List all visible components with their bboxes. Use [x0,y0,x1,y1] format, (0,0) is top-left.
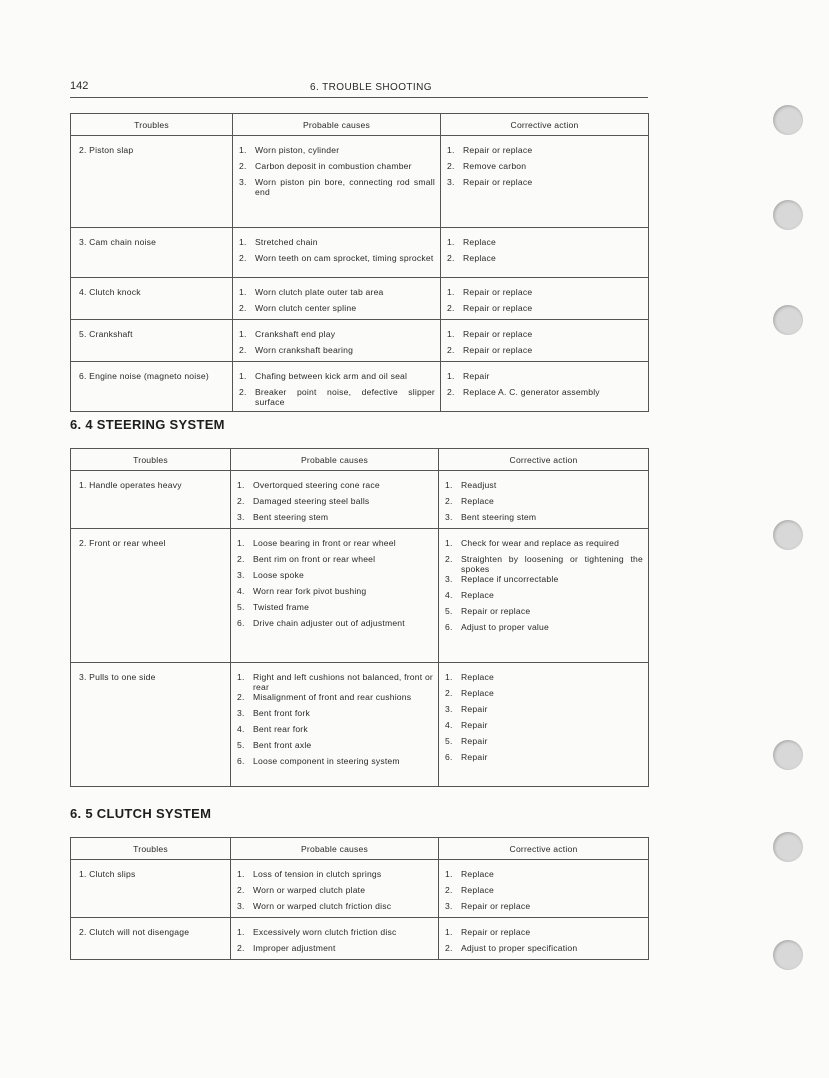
item-number: 1. [447,329,455,339]
item-text: Repair [461,720,488,730]
cause-item [233,287,440,303]
item-text: Loss of tension in clutch springs [253,869,382,879]
actions-cell [441,228,649,278]
action-item [441,177,648,193]
actions-cell [439,529,649,663]
item-number: 2. [239,161,247,171]
header-causes: Probable causes [231,449,439,471]
item-number: 1. [445,538,453,548]
item-text: Loose bearing in front or rear wheel [253,538,396,548]
action-item [439,496,648,512]
cause-item [233,177,440,197]
trouble-cell [71,529,231,663]
item-number: 6. [237,756,245,766]
item-text: Replace [461,590,494,600]
item-number: 2. [237,496,245,506]
item-number: 1. [447,145,455,155]
trouble-cell [71,320,233,362]
item-text: Repair or replace [463,177,533,187]
item-text: Replace [463,237,496,247]
table-row [71,362,649,412]
action-item [441,161,648,177]
item-number: 4. [237,586,245,596]
trouble-cell [71,228,233,278]
cause-item [231,570,438,586]
item-text: Worn or warped clutch friction disc [253,901,392,911]
item-text: Check for wear and replace as required [461,538,620,548]
table-row [71,663,649,787]
action-item [441,287,648,303]
item-text: Misalignment of front and rear cushions [253,692,412,702]
trouble-text: 1. Handle operates heavy [79,480,182,490]
item-text: Worn piston pin bore, connecting rod small end [255,177,435,197]
item-text: Stretched chain [255,237,318,247]
item-text: Bent rim on front or rear wheel [253,554,376,564]
item-text: Improper adjustment [253,943,336,953]
action-item [441,145,648,161]
action-item [439,538,648,554]
table-row [71,228,649,278]
action-item [439,622,648,638]
causes-cell [233,278,441,320]
header-rule [70,97,648,98]
cause-item [231,927,438,943]
item-text: Twisted frame [253,602,310,612]
table-row [71,860,649,918]
table-row [71,278,649,320]
cause-item [231,672,438,692]
item-text: Replace [463,253,496,263]
item-text: Replace A. C. generator assembly [463,387,600,397]
item-text: Worn crankshaft bearing [255,345,354,355]
item-number: 2. [445,688,453,698]
cause-item [231,538,438,554]
item-text: Repair or replace [463,145,533,155]
table-row [71,918,649,960]
item-text: Worn clutch center spline [255,303,357,313]
actions-cell [441,362,649,412]
action-item [441,371,648,387]
header-troubles: Troubles [71,114,233,136]
item-number: 1. [239,371,247,381]
item-text: Bent steering stem [253,512,329,522]
trouble-text: 4. Clutch knock [79,287,141,297]
action-item [441,387,648,403]
table-row [71,320,649,362]
header-troubles: Troubles [71,838,231,860]
item-text: Adjust to proper specification [461,943,578,953]
trouble-text: 5. Crankshaft [79,329,133,339]
item-text: Readjust [461,480,497,490]
cause-item [231,756,438,772]
item-text: Replace [461,496,494,506]
trouble-cell [71,362,233,412]
item-text: Repair or replace [463,329,533,339]
item-number: 2. [239,387,247,397]
item-number: 1. [237,538,245,548]
causes-cell [231,529,439,663]
item-number: 2. [447,345,455,355]
causes-cell [231,471,439,529]
item-number: 2. [447,253,455,263]
table-row [71,136,649,228]
action-item [439,901,648,917]
item-text: Excessively worn clutch friction disc [253,927,397,937]
cause-item [233,303,440,319]
punch-hole [773,200,803,230]
action-item [439,480,648,496]
trouble-text: 3. Pulls to one side [79,672,156,682]
header-action: Corrective action [439,838,649,860]
trouble-text: 2. Front or rear wheel [79,538,166,548]
header-troubles: Troubles [71,449,231,471]
action-item [439,869,648,885]
causes-cell [233,362,441,412]
causes-cell [233,320,441,362]
header-causes: Probable causes [233,114,441,136]
table-row [71,471,649,529]
item-text: Repair [461,704,488,714]
action-item [441,303,648,319]
item-number: 2. [237,885,245,895]
item-number: 5. [237,602,245,612]
cause-item [233,253,440,269]
item-number: 1. [239,329,247,339]
trouble-text: 2. Piston slap [79,145,134,155]
causes-cell [233,228,441,278]
item-text: Bent rear fork [253,724,308,734]
cause-item [231,708,438,724]
cause-item [231,740,438,756]
trouble-text: 1. Clutch slips [79,869,136,879]
cause-item [231,618,438,634]
actions-cell [441,136,649,228]
cause-item [233,387,440,407]
item-text: Replace [461,869,494,879]
cause-item [231,724,438,740]
cause-item [231,901,438,917]
action-item [441,237,648,253]
action-item [439,720,648,736]
actions-cell [439,663,649,787]
item-text: Worn teeth on cam sprocket, timing sprocket [255,253,434,263]
table-row [71,529,649,663]
item-text: Repair or replace [461,901,531,911]
item-number: 2. [445,885,453,895]
item-number: 5. [445,606,453,616]
cause-item [231,554,438,570]
item-number: 2. [447,161,455,171]
cause-item [233,161,440,177]
item-number: 2. [239,345,247,355]
item-number: 3. [445,512,453,522]
punch-hole [773,520,803,550]
item-number: 3. [445,704,453,714]
item-number: 1. [445,869,453,879]
item-number: 1. [237,869,245,879]
item-number: 1. [447,287,455,297]
item-number: 2. [239,253,247,263]
item-text: Worn or warped clutch plate [253,885,366,895]
cause-item [231,602,438,618]
cause-item [231,885,438,901]
item-text: Straighten by loosening or tightening the spokes [461,554,643,574]
punch-hole [773,940,803,970]
item-text: Right and left cushions not balanced, front or rear [253,672,433,692]
item-number: 1. [445,480,453,490]
punch-hole [773,740,803,770]
item-text: Chafing between kick arm and oil seal [255,371,408,381]
item-text: Bent front axle [253,740,312,750]
item-number: 2. [237,943,245,953]
cause-item [231,869,438,885]
item-text: Repair or replace [463,303,533,313]
trouble-cell [71,918,231,960]
item-text: Worn rear fork pivot bushing [253,586,367,596]
punch-hole [773,832,803,862]
trouble-cell [71,471,231,529]
item-number: 3. [237,708,245,718]
actions-cell [439,860,649,918]
cause-item [231,496,438,512]
actions-cell [439,471,649,529]
trouble-cell [71,278,233,320]
item-number: 3. [445,574,453,584]
trouble-cell [71,136,233,228]
trouble-cell [71,663,231,787]
item-number: 3. [445,901,453,911]
cause-item [233,237,440,253]
item-text: Bent steering stem [461,512,537,522]
item-number: 1. [239,145,247,155]
item-number: 4. [237,724,245,734]
item-text: Replace if uncorrectable [461,574,559,584]
action-item [439,688,648,704]
item-number: 1. [237,927,245,937]
item-text: Breaker point noise, defective slipper surface [255,387,435,407]
item-number: 1. [445,927,453,937]
cause-item [233,145,440,161]
item-text: Crankshaft end play [255,329,336,339]
action-item [439,736,648,752]
item-number: 1. [239,237,247,247]
item-number: 3. [239,177,247,187]
item-number: 6. [237,618,245,628]
action-item [439,574,648,590]
item-number: 1. [237,672,245,682]
item-text: Remove carbon [463,161,527,171]
item-text: Repair [461,736,488,746]
item-number: 1. [445,672,453,682]
cause-item [231,480,438,496]
item-text: Adjust to proper value [461,622,550,632]
punch-hole [773,105,803,135]
chapter-title: 6. TROUBLE SHOOTING [310,82,432,93]
action-item [439,512,648,528]
section-title-steering: 6. 4 STEERING SYSTEM [70,417,225,432]
item-number: 2. [237,554,245,564]
causes-cell [233,136,441,228]
item-number: 2. [447,303,455,313]
causes-cell [231,663,439,787]
item-text: Repair or replace [463,345,533,355]
causes-cell [231,918,439,960]
item-number: 1. [447,371,455,381]
item-number: 4. [445,720,453,730]
item-number: 3. [447,177,455,187]
actions-cell [441,278,649,320]
causes-cell [231,860,439,918]
item-number: 2. [239,303,247,313]
item-text: Carbon deposit in combustion chamber [255,161,412,171]
item-text: Replace [461,688,494,698]
trouble-text: 6. Engine noise (magneto noise) [79,371,209,381]
item-text: Replace [461,672,494,682]
actions-cell [439,918,649,960]
action-item [439,752,648,768]
cause-item [231,692,438,708]
item-text: Repair or replace [461,927,531,937]
trouble-text: 2. Clutch will not disengage [79,927,190,937]
steering-trouble-table [70,448,649,787]
item-number: 2. [445,496,453,506]
item-text: Loose component in steering system [253,756,400,766]
engine-trouble-table [70,113,649,412]
punch-hole [773,305,803,335]
item-number: 2. [445,943,453,953]
action-item [439,885,648,901]
item-number: 1. [239,287,247,297]
cause-item [233,329,440,345]
item-number: 1. [237,480,245,490]
item-text: Repair or replace [461,606,531,616]
item-text: Repair or replace [463,287,533,297]
item-number: 5. [445,736,453,746]
page-number: 142 [70,80,89,92]
actions-cell [441,320,649,362]
item-number: 3. [237,512,245,522]
clutch-trouble-table [70,837,649,960]
item-text: Overtorqued steering cone race [253,480,380,490]
action-item [439,927,648,943]
item-number: 2. [237,692,245,702]
action-item [441,345,648,361]
item-number: 3. [237,570,245,580]
item-number: 6. [445,622,453,632]
item-text: Repair [463,371,490,381]
action-item [441,253,648,269]
header-action: Corrective action [441,114,649,136]
action-item [439,704,648,720]
item-text: Loose spoke [253,570,304,580]
item-number: 1. [447,237,455,247]
action-item [439,943,648,959]
cause-item [231,943,438,959]
cause-item [233,345,440,361]
item-text: Replace [461,885,494,895]
item-text: Drive chain adjuster out of adjustment [253,618,405,628]
item-number: 5. [237,740,245,750]
action-item [439,672,648,688]
cause-item [233,371,440,387]
action-item [439,606,648,622]
item-text: Worn piston, cylinder [255,145,340,155]
item-number: 2. [447,387,455,397]
action-item [439,554,648,574]
cause-item [231,586,438,602]
section-title-clutch: 6. 5 CLUTCH SYSTEM [70,806,212,821]
action-item [439,590,648,606]
item-number: 2. [445,554,453,564]
item-text: Bent front fork [253,708,310,718]
item-number: 4. [445,590,453,600]
header-causes: Probable causes [231,838,439,860]
item-text: Repair [461,752,488,762]
header-action: Corrective action [439,449,649,471]
trouble-text: 3. Cam chain noise [79,237,157,247]
item-number: 3. [237,901,245,911]
action-item [441,329,648,345]
item-text: Worn clutch plate outer tab area [255,287,384,297]
item-number: 6. [445,752,453,762]
cause-item [231,512,438,528]
item-text: Damaged steering steel balls [253,496,370,506]
trouble-cell [71,860,231,918]
